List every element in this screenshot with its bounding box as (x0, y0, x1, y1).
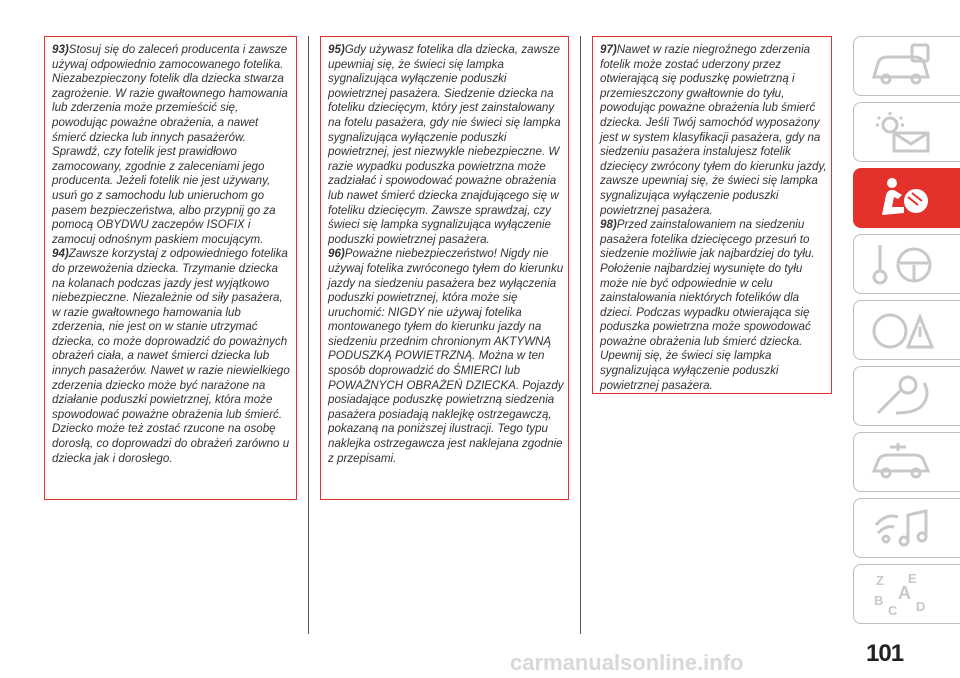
warning-text: Gdy używasz fotelika dla dziecka, zawsze upewniaj się, że świeci się lampka sygnalizująca wyłączenie poduszki powietrznej pasażera. Siedzenie dziecka na foteliku dziecięcym, który jest zainstalowany na fotelu pasażera, gdy nie świeci się lampka sygnalizująca wyłączenie poduszki powietrznej, jest niezwykle niebezpieczne. W razie wypadku poduszka powietrzna może zadziałać i spowodować poważne obrażenia lub nawet śmierć dziecka znajdującego się w foteliku dziecięcym. Zawsze sprawdzaj, czy świeci się lampka sygnalizująca wyłączenie poduszki powietrznej pasażera. (328, 43, 561, 246)
warning-box-left (44, 36, 297, 500)
maintenance-wrench-icon (868, 373, 938, 419)
warning-number: 95) (328, 43, 345, 56)
tab-safety[interactable] (853, 168, 960, 228)
airbag-safety-icon (868, 175, 938, 221)
car-info-icon (868, 43, 938, 89)
watermark: carmanualsonline.info (510, 650, 744, 675)
technical-data-icon (868, 439, 938, 485)
warning-text: Przed zainstalowaniem na siedzeniu pasażera fotelika dziecięcego przesuń to siedzenie możliwie jak najbardziej do tyłu. Położenie najbardziej wysunięte do tyłu może nie być odpowiednie w celu zainstalowania niektórych fotelików dla dzieci. Podczas wypadku otwierająca się poduszka powietrzna może spowodować poważne obrażenia lub śmierć dziecka. Upewnij się, że świeci się lampka sygnalizująca wyłączenie poduszki powietrznej pasażera. (600, 218, 815, 392)
warning-number: 97) (600, 43, 617, 56)
column-divider (308, 36, 309, 634)
svg-text:E: E (908, 571, 917, 586)
tab-warning-lights[interactable] (853, 102, 960, 162)
emergency-triangle-icon (868, 307, 938, 353)
page-number: 101 (866, 640, 904, 667)
warning-number: 98) (600, 218, 617, 232)
tab-technical-data[interactable] (853, 432, 960, 492)
warning-number: 96) (328, 247, 345, 261)
warning-text: Zawsze korzystaj z odpowiedniego fotelika do przewożenia dziecka. Trzymanie dziecka na kolanach podczas jazdy jest wyjątkowo niebezpieczne. Niezależnie od siły pasażera, w razie gwałtownego hamowania lub zderzenia, nie jest on w stanie utrzymać dziecka, co może doprowadzić do poważnych obrażeń ciała, a nawet śmierci dziecka lub innych pasażerów. Nawet w razie niewielkiego zderzenia dziecko może być narażone na działanie poduszki powietrznej, która może spowodować poważne obrażenia lub śmierć. Dziecko może też zostać rzucone na osobę dorosłą, co doprowadzi do obrażeń zarówno u dziecka jak i dorosłego. (52, 247, 290, 465)
tab-knowing-the-car[interactable] (853, 36, 960, 96)
svg-text:B: B (874, 593, 884, 608)
tab-maintenance[interactable] (853, 366, 960, 426)
svg-text:D: D (916, 599, 926, 614)
warning-94 (52, 247, 292, 466)
warning-box-middle (320, 36, 569, 500)
warning-95 (328, 43, 564, 247)
tab-index[interactable] (853, 564, 960, 624)
key-steering-wheel-icon (868, 241, 938, 287)
tab-multimedia[interactable] (853, 498, 960, 558)
multimedia-icon (868, 505, 938, 551)
warning-box-right (592, 36, 832, 394)
warning-97 (600, 43, 827, 218)
warning-96 (328, 247, 564, 466)
warning-93 (52, 43, 292, 247)
warning-text: Nawet w razie niegroźnego zderzenia fotelik może zostać uderzony przez otwierającą się poduszkę powietrzną i przemieszczony gwałtownie do tyłu, powodując poważne obrażenia lub śmierć dziecka. Jeśli Twój samochód wyposażony jest w system klasyfikacji pasażera, gdy na siedzeniu pasażera instalujesz fotelik dziecięcy zwrócony tyłem do kierunku jazdy, zawsze upewniaj się, że świeci się lampka sygnalizująca wyłączenie poduszki powietrznej pasażera. (600, 43, 827, 217)
warning-98 (600, 218, 827, 393)
chapter-tabs (853, 36, 960, 630)
warning-text: Poważne niebezpieczeństwo! Nigdy nie używaj fotelika zwróconego tyłem do kierunku jazdy na siedzeniu pasażera bez wyłączenia poduszki powietrznej, która może się uruchomić: NIGDY nie używaj fotelika montowanego tyłem do kierunku jazdy na siedzeniu przednim chronionym AKTYWNĄ PODUSZKĄ POWIETRZNĄ. Można w ten sposób doprowadzić do ŚMIERCI lub POWAŻNYCH OBRAŻEŃ DZIECKA. Pojazdy posiadające poduszkę powietrzną siedzenia pasażera posiadają naklejkę ostrzegawczą, pokazaną na poniższej ilustracji. Tego typu naklejka ostrzegawcza jest naklejana zgodnie z przepisami. (328, 247, 564, 465)
svg-text:A: A (898, 583, 911, 603)
warning-number: 94) (52, 247, 69, 261)
warning-text: Stosuj się do zaleceń producenta i zawsze używaj odpowiednio zamocowanego fotelika. Niezabezpieczony fotelik dla dziecka stwarza zagrożenie. W razie gwałtownego hamowania lub zderzenia może przemieścić się, powodując poważne obrażenia, a nawet śmierć dziecka lub innych pasażerów. Sprawdź, czy fotelik jest prawidłowo zamocowany, zgodnie z zaleceniami jego producenta. Jeżeli fotelik nie jest używany, usuń go z samochodu lub unieruchom go pasem bezpieczeństwa, albo przypnij go za pomocą OBYDWU zaczepów ISOFIX i zamocuj odnośnym paskiem mocującym. (52, 43, 288, 246)
tab-emergency[interactable] (853, 300, 960, 360)
warning-number: 93) (52, 43, 69, 56)
svg-text:C: C (888, 603, 898, 617)
svg-text:Z: Z (876, 573, 884, 588)
index-letters-icon (868, 571, 938, 617)
dashboard-warning-lights-icon (868, 109, 938, 155)
tab-starting-driving[interactable] (853, 234, 960, 294)
column-divider (580, 36, 581, 634)
